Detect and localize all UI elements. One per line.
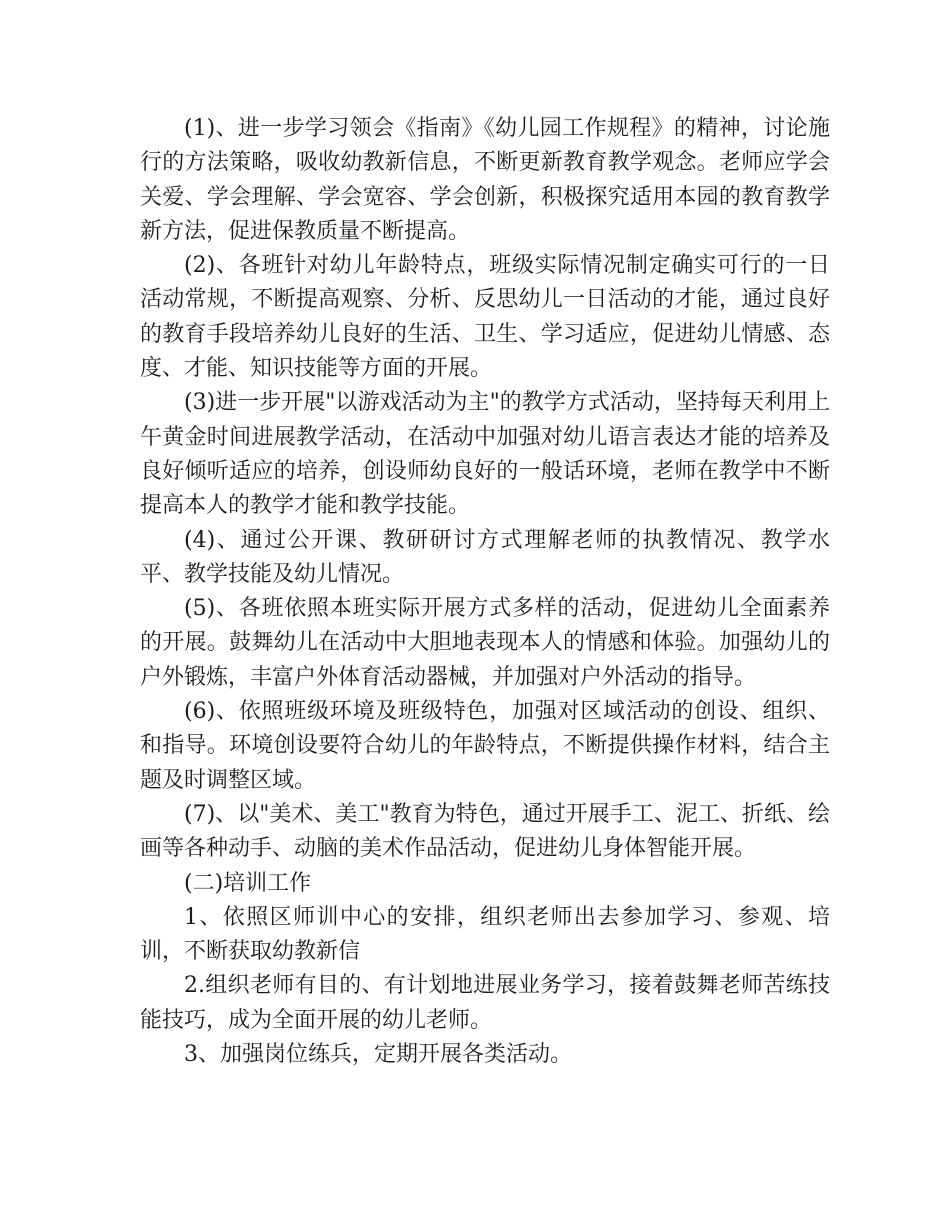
paragraph-1: (1)、进一步学习领会《指南》《幼儿园工作规程》的精神，讨论施行的方法策略，吸收幼教新信息，不断更新教育教学观念。老师应学会关爱、学会理解、学会宽容、学会创新，积极探究适用本园的教育教学新方法，促进保教质量不断提高。	[140, 116, 830, 244]
paragraph-4: (4)、通过公开课、教研研讨方式理解老师的执教情况、教学水平、教学技能及幼儿情况。	[140, 527, 830, 587]
paragraph-2: (2)、各班针对幼儿年龄特点，班级实际情况制定确实可行的一日活动常规，不断提高观察、分析、反思幼儿一日活动的才能，通过良好的教育手段培养幼儿良好的生活、卫生、学习适应，促进幼儿情感、态度、才能、知识技能等方面的开展。	[140, 253, 830, 382]
section-heading-training: (二)培训工作	[184, 870, 312, 896]
training-item-2: 2.组织老师有目的、有计划地进展业务学习，接着鼓舞老师苦练技能技巧，成为全面开展的幼儿老师。	[140, 973, 830, 1033]
training-item-3: 3、加强岗位练兵，定期开展各类活动。	[184, 1042, 572, 1068]
paragraph-7: (7)、以"美术、美工"教育为特色，通过开展手工、泥工、折纸、绘画等各种动手、动脑的美术作品活动，促进幼儿身体智能开展。	[140, 801, 830, 862]
paragraph-5: (5)、各班依照本班实际开展方式多样的活动，促进幼儿全面素养的开展。鼓舞幼儿在活动中大胆地表现本人的情感和体验。加强幼儿的户外锻炼，丰富户外体育活动器械，并加强对户外活动的指导。	[140, 596, 830, 690]
training-item-1: 1、依照区师训中心的安排，组织老师出去参加学习、参观、培训，不断获取幼教新信	[140, 904, 830, 965]
paragraph-6: (6)、依照班级环境及班级特色，加强对区域活动的创设、组织、和指导。环境创设要符合幼儿的年龄特点，不断提供操作材料，结合主题及时调整区域。	[140, 699, 830, 793]
paragraph-3: (3)进一步开展"以游戏活动为主"的教学方式活动，坚持每天利用上午黄金时间进展教学活动，在活动中加强对幼儿语言表达才能的培养及良好倾听适应的培养，创设师幼良好的一般话环境，老师在教学中不断提高本人的教学才能和教学技能。	[140, 390, 830, 519]
document-page	[140, 112, 830, 1072]
